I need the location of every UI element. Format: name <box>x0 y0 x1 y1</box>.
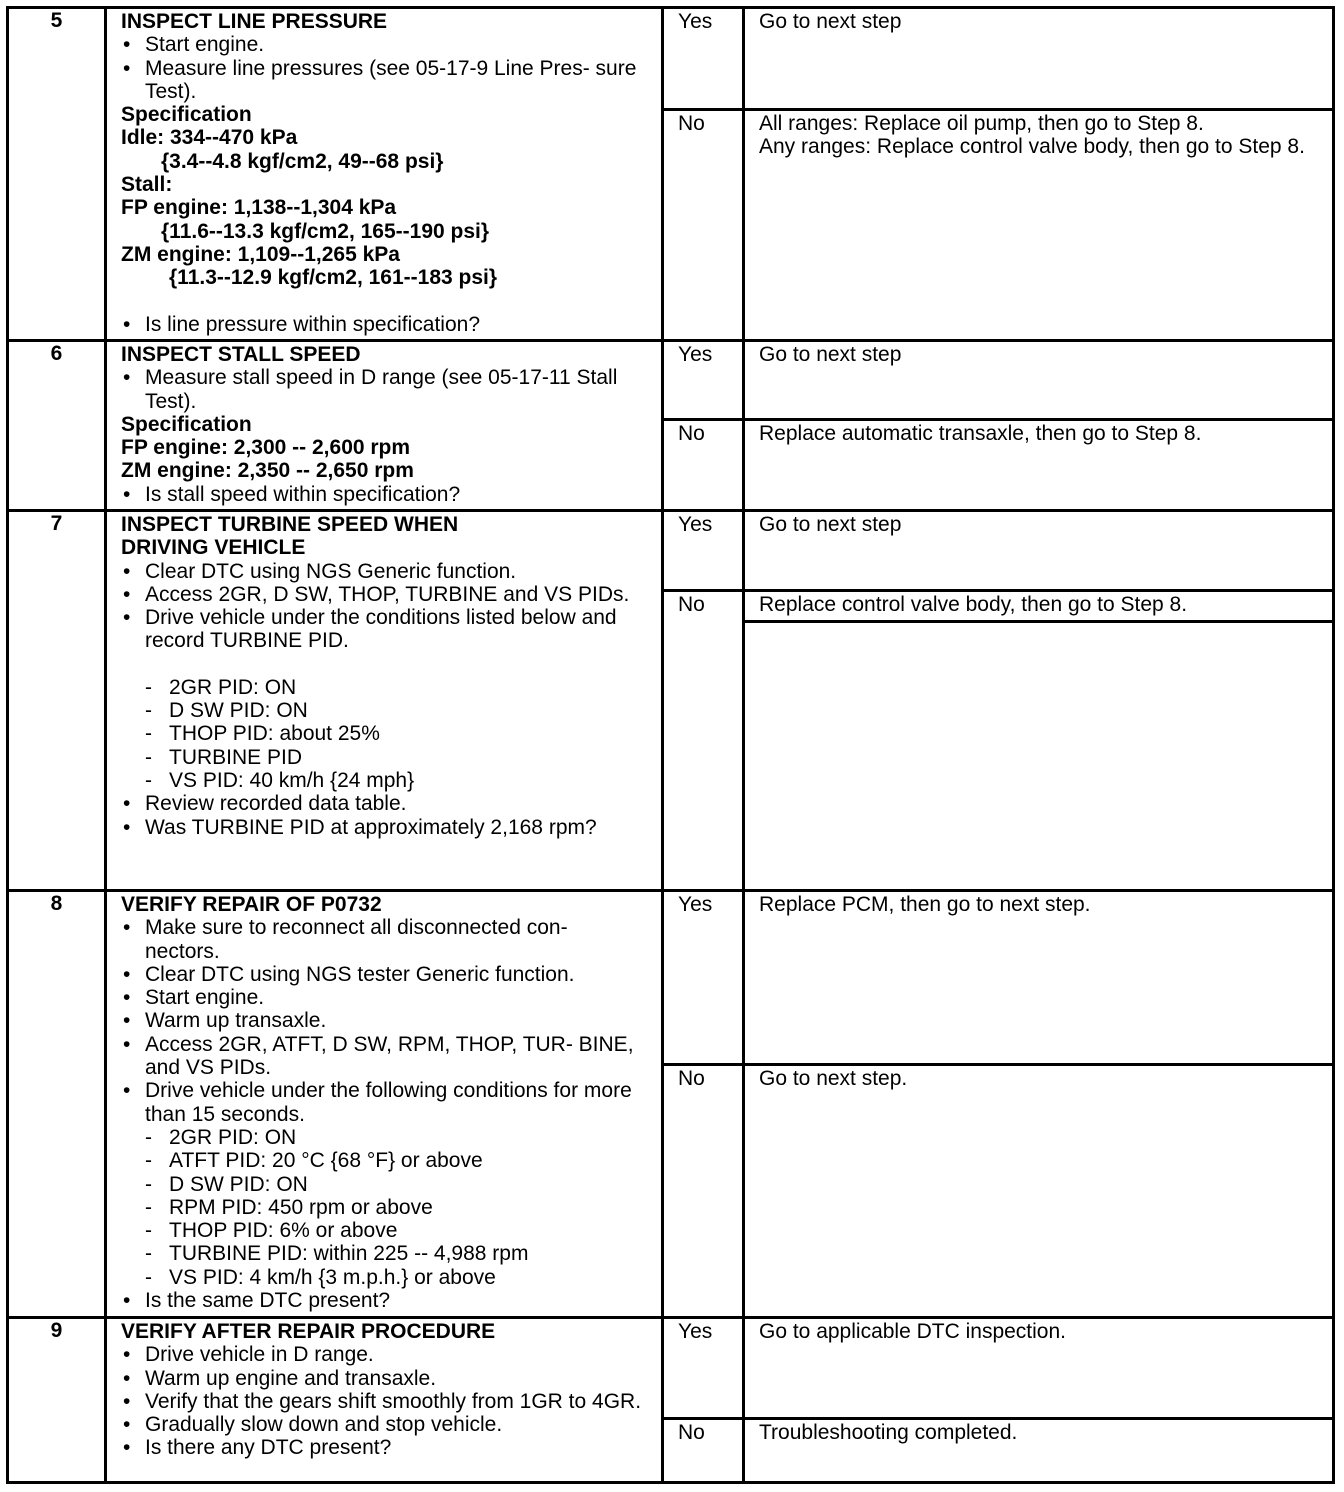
step-instruction: • Warm up transaxle. <box>121 1009 653 1032</box>
yes-result <box>664 892 1332 1063</box>
no-label: No <box>664 1420 745 1481</box>
step-instruction: • Verify that the gears shift smoothly from 1GR to 4GR. <box>121 1390 653 1413</box>
step-instruction: • Review recorded data table. <box>121 792 653 815</box>
yes-result <box>664 342 1332 418</box>
step-description <box>107 892 664 1316</box>
step-instruction: • Measure stall speed in D range (see 05-17-11 Stall Test). <box>121 366 653 413</box>
step-row <box>9 512 1332 892</box>
step-instruction: • Gradually slow down and stop vehicle. <box>121 1413 653 1436</box>
step-instruction: • Start engine. <box>121 986 653 1009</box>
step-title: INSPECT TURBINE SPEED WHEN DRIVING VEHICLE <box>121 513 459 560</box>
no-result <box>664 418 1332 509</box>
condition-item: - VS PID: 40 km/h {24 mph} <box>121 769 653 792</box>
yes-result <box>664 9 1332 108</box>
step-question: • Is there any DTC present? <box>121 1436 653 1459</box>
step-row <box>9 1319 1332 1481</box>
no-result <box>664 1417 1332 1481</box>
yes-action: Go to next step <box>759 10 902 33</box>
yes-label: Yes <box>664 342 745 418</box>
step-instruction: • Drive vehicle in D range. <box>121 1343 653 1366</box>
step-title: VERIFY AFTER REPAIR PROCEDURE <box>121 1320 496 1343</box>
spec-label: Specification <box>121 412 252 436</box>
yes-result <box>664 512 1332 589</box>
step-description <box>107 512 664 889</box>
no-label: No <box>664 1066 745 1316</box>
spec-line: Idle: 334--470 kPa <box>121 126 298 150</box>
spec-label: Specification <box>121 103 252 127</box>
step-instruction: • Clear DTC using NGS Generic function. <box>121 560 653 583</box>
yes-label: Yes <box>664 1319 745 1417</box>
no-result <box>664 1063 1332 1316</box>
step-instruction: • Drive vehicle under the conditions listed below and record TURBINE PID. <box>121 606 653 653</box>
step-title: INSPECT STALL SPEED <box>121 343 361 366</box>
condition-item: - TURBINE PID <box>121 746 653 769</box>
step-number: 9 <box>9 1319 107 1481</box>
no-action: Replace automatic transaxle, then go to Step 8. <box>759 422 1202 445</box>
condition-item: - D SW PID: ON <box>121 1173 653 1196</box>
diagnostic-procedure-table <box>6 6 1335 1484</box>
yes-action: Replace PCM, then go to next step. <box>759 893 1091 916</box>
condition-item: - RPM PID: 450 rpm or above <box>121 1196 653 1219</box>
condition-item: - 2GR PID: ON <box>121 1126 653 1149</box>
step-description <box>107 1319 664 1481</box>
yes-action: Go to next step <box>759 513 902 536</box>
condition-item: - THOP PID: 6% or above <box>121 1219 653 1242</box>
spec-line: {11.3--12.9 kgf/cm2, 161--183 psi} <box>169 266 498 290</box>
condition-item: - TURBINE PID: within 225 -- 4,988 rpm <box>121 1242 653 1265</box>
step-title: INSPECT LINE PRESSURE <box>121 10 388 33</box>
step-question: • Was TURBINE PID at approximately 2,168 rpm? <box>121 816 653 839</box>
step-description <box>107 342 664 509</box>
step-number: 8 <box>9 892 107 1316</box>
step-instruction: • Drive vehicle under the following conditions for more than 15 seconds. <box>121 1079 653 1126</box>
yes-result <box>664 1319 1332 1417</box>
step-question: • Is line pressure within specification? <box>121 313 653 336</box>
step-instruction: • Access 2GR, D SW, THOP, TURBINE and VS PIDs. <box>121 583 653 606</box>
no-action-line: All ranges: Replace oil pump, then go to Step 8. <box>759 112 1204 135</box>
spec-line: ZM engine: 1,109--1,265 kPa <box>121 242 400 266</box>
spec-line: Stall: <box>121 173 173 197</box>
step-instruction: • Measure line pressures (see 05-17-9 Line Pres- sure Test). <box>121 57 653 104</box>
no-action: Go to next step. <box>759 1067 908 1090</box>
spec-line: ZM engine: 2,350 -- 2,650 rpm <box>121 459 414 483</box>
no-action: Troubleshooting completed. <box>759 1421 1018 1444</box>
step-instruction: • Make sure to reconnect all disconnected con- nectors. <box>121 916 653 963</box>
condition-item: - VS PID: 4 km/h {3 m.p.h.} or above <box>121 1266 653 1289</box>
step-instruction: • Start engine. <box>121 33 653 56</box>
condition-item: - THOP PID: about 25% <box>121 722 653 745</box>
step-number: 6 <box>9 342 107 509</box>
no-action <box>745 111 1332 159</box>
no-label: No <box>664 111 745 339</box>
no-action: Replace control valve body, then go to Step 8. <box>759 593 1188 616</box>
step-instruction: • Access 2GR, ATFT, D SW, RPM, THOP, TUR- BINE, and VS PIDs. <box>121 1033 653 1080</box>
no-label: No <box>664 592 745 889</box>
condition-item: - D SW PID: ON <box>121 699 653 722</box>
spec-line: {3.4--4.8 kgf/cm2, 49--68 psi} <box>161 149 444 173</box>
step-row <box>9 892 1332 1319</box>
step-description <box>107 9 664 339</box>
step-question: • Is the same DTC present? <box>121 1289 653 1312</box>
no-result <box>664 108 1332 339</box>
step-number: 7 <box>9 512 107 889</box>
cell-divider <box>745 620 1332 623</box>
step-instruction: • Clear DTC using NGS tester Generic function. <box>121 963 653 986</box>
step-question: • Is stall speed within specification? <box>121 483 653 506</box>
no-result <box>664 589 1332 889</box>
yes-label: Yes <box>664 9 745 108</box>
step-row <box>9 342 1332 512</box>
no-action-line: Any ranges: Replace control valve body, then go to Step 8. <box>759 135 1305 159</box>
spec-line: FP engine: 2,300 -- 2,600 rpm <box>121 436 411 460</box>
yes-label: Yes <box>664 892 745 1063</box>
yes-label: Yes <box>664 512 745 589</box>
step-number: 5 <box>9 9 107 339</box>
yes-action: Go to applicable DTC inspection. <box>759 1320 1066 1343</box>
yes-action: Go to next step <box>759 343 902 366</box>
spec-line: FP engine: 1,138--1,304 kPa <box>121 196 397 220</box>
step-row <box>9 9 1332 342</box>
no-label: No <box>664 421 745 509</box>
spec-line: {11.6--13.3 kgf/cm2, 165--190 psi} <box>161 219 490 243</box>
step-title: VERIFY REPAIR OF P0732 <box>121 893 382 916</box>
condition-item: - 2GR PID: ON <box>121 676 653 699</box>
condition-item: - ATFT PID: 20 °C {68 °F} or above <box>121 1149 653 1172</box>
step-instruction: • Warm up engine and transaxle. <box>121 1367 653 1390</box>
